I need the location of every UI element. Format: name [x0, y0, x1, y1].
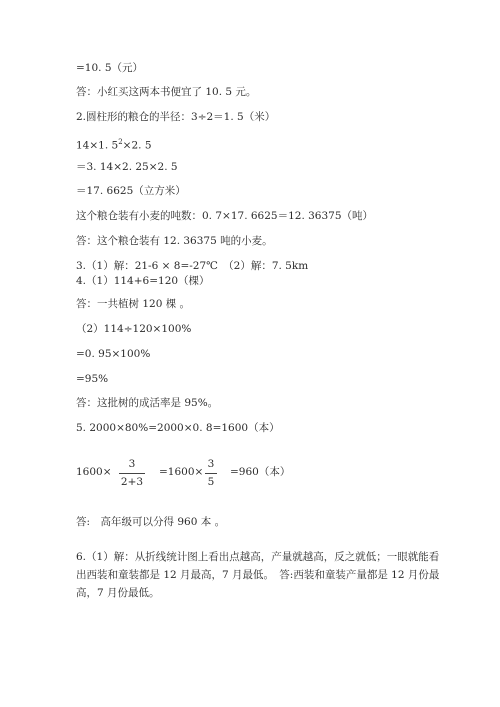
fraction-1-bar [119, 473, 145, 474]
answer-line-1: =10. 5（元） [76, 62, 144, 74]
fraction-1 [119, 458, 145, 489]
answer-line-8: 答：这个粮仓装有 12. 36375 吨的小麦。 [76, 235, 273, 247]
answer-line-20: 出西装和童装都是 12 月最高，7 月最低。 答:西装和童装产量都是 12 月份最 [76, 569, 440, 581]
answer-line-5: ＝3. 14×2. 25×2. 5 [76, 161, 178, 173]
expr-part-b: ×2. 5 [122, 139, 152, 152]
answer-line-13: =0. 95×100% [76, 348, 151, 360]
fraction-1-denominator: 2+3 [120, 476, 144, 488]
fraction-2-numerator: 3 [207, 458, 215, 470]
answer-line-12: （2）114÷120×100% [76, 323, 192, 335]
fraction-result: =960（本） [230, 466, 291, 478]
fraction-middle: =1600× [159, 466, 204, 478]
answer-line-11: 答：一共植树 120 棵 。 [76, 298, 191, 310]
fraction-prefix: 1600× [76, 466, 112, 478]
answer-line-21: 高，7 月份最低。 [76, 587, 160, 599]
answer-line-4 [76, 135, 152, 153]
fraction-2-denominator: 5 [207, 476, 215, 488]
answer-line-19: 6.（1）解：从折线统计图上看出点越高，产量就越高，反之就低；一眼就能看 [76, 551, 440, 563]
fraction-2 [205, 458, 217, 489]
answer-line-7: 这个粮仓装有小麦的吨数：0. 7×17. 6625＝12. 36375（吨） [76, 210, 374, 222]
answer-line-10: 4.（1）114+6=120（棵） [76, 275, 210, 287]
answer-line-15: 答：这批树的成活率是 95%。 [76, 397, 219, 409]
exponent: 2 [118, 138, 123, 146]
fraction-2-bar [205, 473, 217, 474]
fraction-1-numerator: 3 [128, 458, 136, 470]
answer-line-2: 答：小红买这两本书便宜了 10. 5 元。 [76, 86, 257, 98]
answer-line-3: 2.圆柱形的粮仓的半径：3÷2＝1. 5（米） [76, 111, 276, 123]
answer-line-16: 5. 2000×80%=2000×0. 8=1600（本） [76, 422, 280, 434]
answer-line-18: 答: 高年级可以分得 960 本 。 [76, 516, 226, 528]
expr-part-a: 14×1. 5 [76, 139, 119, 152]
answer-line-6: ＝17. 6625（立方米） [76, 185, 186, 197]
answer-line-9: 3.（1）解：21-6 × 8=-27℃ （2）解：7. 5km [76, 260, 309, 272]
answer-line-14: =95% [76, 373, 109, 385]
